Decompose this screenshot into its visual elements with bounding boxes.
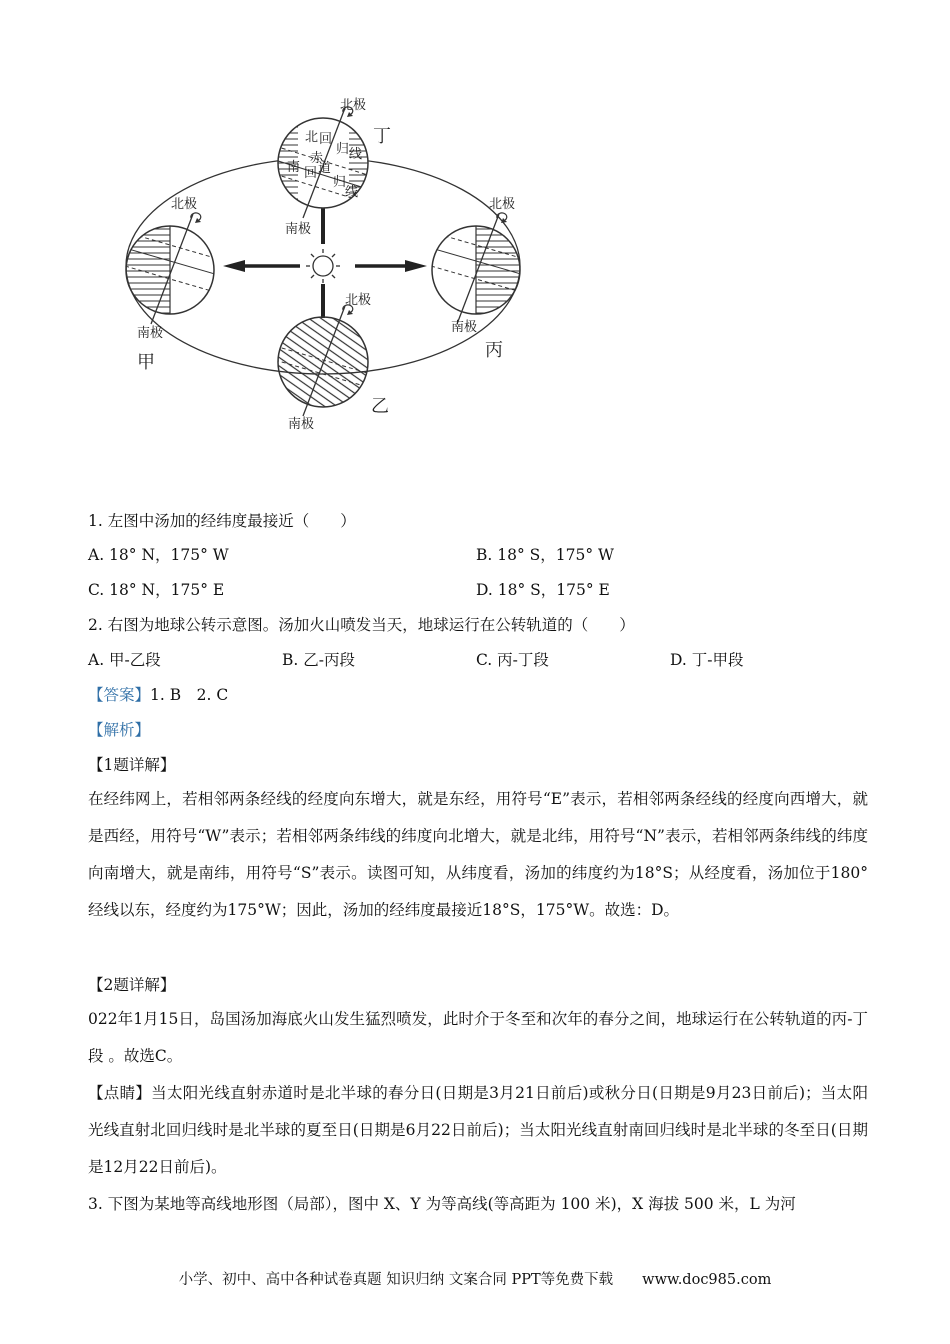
globe-ding [275, 97, 391, 237]
north-pole-label: 北极 [345, 293, 372, 308]
question-2-option-c: C. 丙-丁段 [476, 651, 549, 669]
sun-icon [306, 249, 340, 283]
earth-revolution-diagram [115, 96, 535, 441]
tropic-label: 南 [287, 160, 301, 175]
question-2-stem: 2. 右图为地球公转示意图。汤加火山喷发当天，地球运行在公转轨道的（ ） [88, 616, 635, 634]
equator-label: 赤 [310, 151, 324, 166]
tropic-label: 归 [333, 175, 347, 190]
south-pole-label: 南极 [451, 320, 478, 335]
globe-bing [431, 196, 522, 361]
globe-yi [275, 292, 389, 432]
tip-text: 当太阳光线直射赤道时是北半球的春分日(日期是3月21日前后)或秋分日(日期是9月23日前后)；当太阳光线直射北回归线时是北半球的夏至日(日期是6月22日前后)；当太阳光线直射南回归线时是北半球的冬至日(日期是12月22日前后)。 [88, 1084, 868, 1176]
equator-label: 道 [318, 161, 332, 176]
detail-2-tag: 【2题详解】 [88, 976, 176, 994]
tropic-label: 线 [349, 147, 363, 162]
tropic-label: 回 [304, 166, 318, 181]
question-1-option-a: A. 18° N，175° W [88, 546, 229, 564]
position-label-yi: 乙 [371, 396, 389, 417]
globe-jia [125, 196, 216, 373]
tip-tag: 【点睛】 [88, 1084, 152, 1102]
south-pole-label: 南极 [137, 326, 164, 341]
answer-line [88, 683, 868, 707]
detail-1-tag: 【1题详解】 [88, 756, 176, 774]
question-1-option-b: B. 18° S，175° W [476, 546, 614, 564]
north-pole-label: 北极 [340, 98, 367, 113]
question-2-option-a: A. 甲-乙段 [88, 651, 161, 669]
question-1-option-d: D. 18° S，175° E [476, 581, 610, 599]
answer-text: 1. B 2. C [150, 686, 229, 704]
detail-1-text: 在经纬网上，若相邻两条经线的经度向东增大，就是东经，用符号“E”表示，若相邻两条经线的经度向西增大，就是西经，用符号“W”表示；若相邻两条纬线的纬度向北增大，就是北纬，用符号“N”表示，若相邻两条纬线的纬度向南增大，就是南纬，用符号“S”表示。读图可知，从纬度看，汤加的纬度约为18°S；从经度看，汤加位于180°经线以东，经度约为175°W；因此，汤加的经纬度最接近18°S，175°W。故选：D。 [88, 790, 868, 919]
south-pole-label: 南极 [285, 222, 312, 237]
question-2-option-d: D. 丁-甲段 [670, 651, 744, 669]
south-pole-label: 南极 [288, 417, 315, 432]
tropic-label: 回 [319, 132, 333, 147]
answer-tag: 【答案】 [88, 686, 151, 704]
analysis-tag: 【解析】 [88, 721, 151, 739]
position-label-ding: 丁 [373, 126, 391, 147]
question-1-option-c: C. 18° N，175° E [88, 581, 225, 599]
position-label-bing: 丙 [485, 340, 503, 361]
question-2-option-b: B. 乙-丙段 [282, 651, 355, 669]
detail-2-text: 022年1月15日，岛国汤加海底火山发生猛烈喷发，此时介于冬至和次年的春分之间，地球运行在公转轨道的丙-丁段 。故选C。 [88, 1010, 868, 1065]
north-pole-label: 北极 [489, 197, 516, 212]
tip-paragraph [88, 1075, 868, 1186]
position-label-jia: 甲 [137, 352, 155, 373]
tropic-label: 归 [336, 142, 350, 157]
page-footer: 小学、初中、高中各种试卷真题 知识归纳 文案合同 PPT等免费下载 www.doc985.com [178, 1272, 772, 1288]
question-1-stem: 1. 左图中汤加的经纬度最接近（ ） [88, 512, 356, 530]
north-pole-label: 北极 [171, 197, 198, 212]
question-3-stem: 3. 下图为某地等高线地形图（局部），图中 X、Y 为等高线(等高距为 100 米)，X 海拔 500 米，L 为河 [88, 1195, 796, 1213]
tropic-label: 北 [305, 130, 319, 145]
tropic-label: 线 [345, 185, 359, 200]
